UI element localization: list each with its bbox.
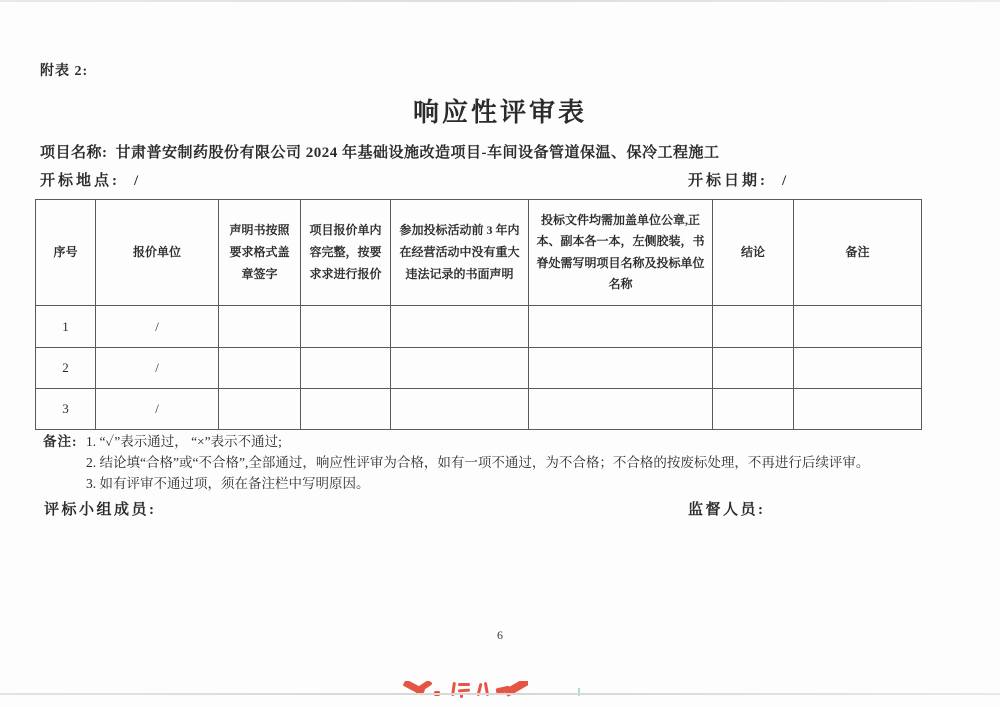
open-location <box>40 169 141 190</box>
row-number: 1 <box>36 306 96 347</box>
header-cell-conclusion: 结论 <box>713 200 794 306</box>
table-row <box>36 388 922 429</box>
notes-block <box>43 432 983 495</box>
header-cell-serial: 序号 <box>36 200 96 306</box>
empty-cell <box>713 388 794 429</box>
empty-cell <box>391 388 529 429</box>
note-list <box>86 432 983 495</box>
empty-cell <box>301 306 391 347</box>
table-row <box>36 306 922 347</box>
open-date <box>688 169 789 190</box>
empty-cell <box>529 388 713 429</box>
empty-cell <box>529 347 713 388</box>
attachment-label: 附表 2: <box>40 64 89 79</box>
bidder-value: / <box>96 388 219 429</box>
scan-edge-bottom <box>0 693 1000 695</box>
open-date-label: 开标日期: <box>688 173 768 189</box>
empty-cell <box>219 347 301 388</box>
signature-row <box>0 498 1000 522</box>
page-number: 6 <box>497 628 503 642</box>
bidder-value: / <box>96 306 219 347</box>
empty-cell <box>713 306 794 347</box>
header-cell-bidder: 报价单位 <box>96 200 219 306</box>
header-cell-declaration: 声明书按照要求格式盖章签字 <box>219 200 301 306</box>
project-name-value: 甘肃普安制药股份有限公司 2024 年基础设施改造项目-车间设备管道保温、保冷工程施工 <box>115 145 720 161</box>
table-header-row <box>36 200 922 306</box>
empty-cell <box>713 347 794 388</box>
empty-cell <box>794 347 922 388</box>
empty-cell <box>219 306 301 347</box>
empty-cell <box>301 388 391 429</box>
table-row <box>36 347 922 388</box>
row-number: 2 <box>36 347 96 388</box>
evaluation-team-label: 评标小组成员: <box>44 502 157 518</box>
empty-cell <box>219 388 301 429</box>
open-location-value: / <box>134 173 142 189</box>
scan-edge-top <box>0 0 1000 2</box>
header-cell-quotation: 项目报价单内容完整，按要求求进行报价 <box>301 200 391 306</box>
empty-cell <box>391 347 529 388</box>
note-item: 3. 如有评审不通过项，须在备注栏中写明原因。 <box>86 475 370 491</box>
note-item: 1. “✓”表示通过， “×”表示不通过; <box>86 434 282 449</box>
open-date-value: / <box>782 173 790 189</box>
page-title: 响应性评审表 <box>412 98 587 127</box>
empty-cell <box>391 306 529 347</box>
project-name-row <box>40 141 970 162</box>
header-cell-binding: 投标文件均需加盖单位公章,正本、副本各一本，左侧胶装，书脊处需写明项目名称及投标单位名称 <box>529 200 713 306</box>
red-stamp-fragment <box>400 681 528 698</box>
meta-row <box>0 169 1000 191</box>
empty-cell <box>794 306 922 347</box>
open-location-label: 开标地点: <box>40 173 120 189</box>
bidder-value: / <box>96 347 219 388</box>
notes-label: 备注: <box>43 434 78 449</box>
header-cell-no-violation: 参加投标活动前 3 年内在经营活动中没有重大违法记录的书面声明 <box>391 200 529 306</box>
header-cell-remark: 备注 <box>794 200 922 306</box>
supervisor-label: 监督人员: <box>688 502 766 518</box>
row-number: 3 <box>36 388 96 429</box>
empty-cell <box>301 347 391 388</box>
note-item: 2. 结论填“合格”或“不合格”,全部通过，响应性评审为合格，如有一项不通过，为不合格；不合格的按废标处理，不再进行后续评审。 <box>86 454 870 470</box>
empty-cell <box>529 306 713 347</box>
empty-cell <box>794 388 922 429</box>
project-name-label: 项目名称: <box>40 145 108 161</box>
review-table <box>35 199 922 430</box>
